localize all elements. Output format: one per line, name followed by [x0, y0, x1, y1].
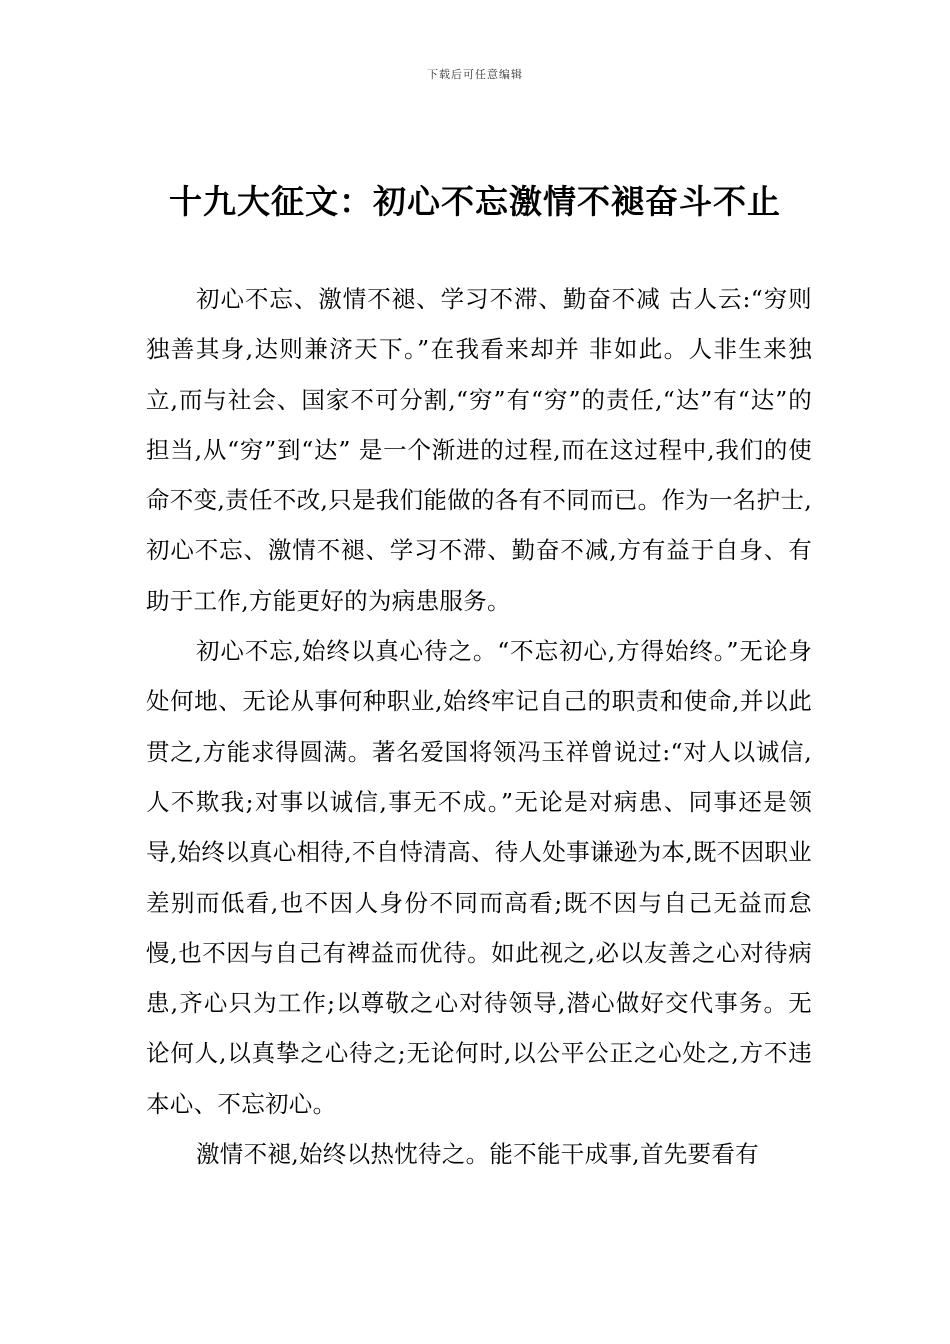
paragraph-2: 初心不忘,始终以真心待之。“不忘初心,方得始终。”无论身处何地、无论从事何种职业,始终牢记自己的职责和使命,并以此贯之,方能求得圆满。著名爱国将领冯玉祥曾说过:“对人以诚信,人不欺我;对事以诚信,事无不成。”无论是对病患、同事还是领导,始终以真心相待,不自恃清高、待人处事谦逊为本,既不因职业差别而低看,也不因人身份不同而高看;既不因与自己无益而怠慢,也不因与自己有裨益而优待。如此视之,必以友善之心对待病患,齐心只为工作;以尊敬之心对待领导,潜心做好交代事务。无论何人,以真挚之心待之;无论何时,以公平公正之心处之,方不违本心、不忘初心。	[146, 637, 812, 1118]
document-body	[146, 274, 812, 1179]
paragraph-3: 激情不褪,始终以热忱待之。能不能干成事,首先要看有	[196, 1140, 759, 1169]
header-note: 下载后可任意编辑	[427, 68, 523, 81]
document-title: 十九大征文：初心不忘激情不褪奋斗不止	[169, 182, 781, 221]
paragraph-1: 初心不忘、激情不褪、学习不滞、勤奋不减 古人云:“穷则独善其身,达则兼济天下。”在我看来却并 非如此。人非生来独立,而与社会、国家不可分割,“穷”有“穷”的责任,“达”有“达”的担当,从“穷”到“达” 是一个渐进的过程,而在这过程中,我们的使命不变,责任不改,只是我们能做的各有不同而已。作为一名护士,初心不忘、激情不褪、学习不滞、勤奋不减,方有益于自身、有助于工作,方能更好的为病患服务。	[146, 285, 812, 615]
